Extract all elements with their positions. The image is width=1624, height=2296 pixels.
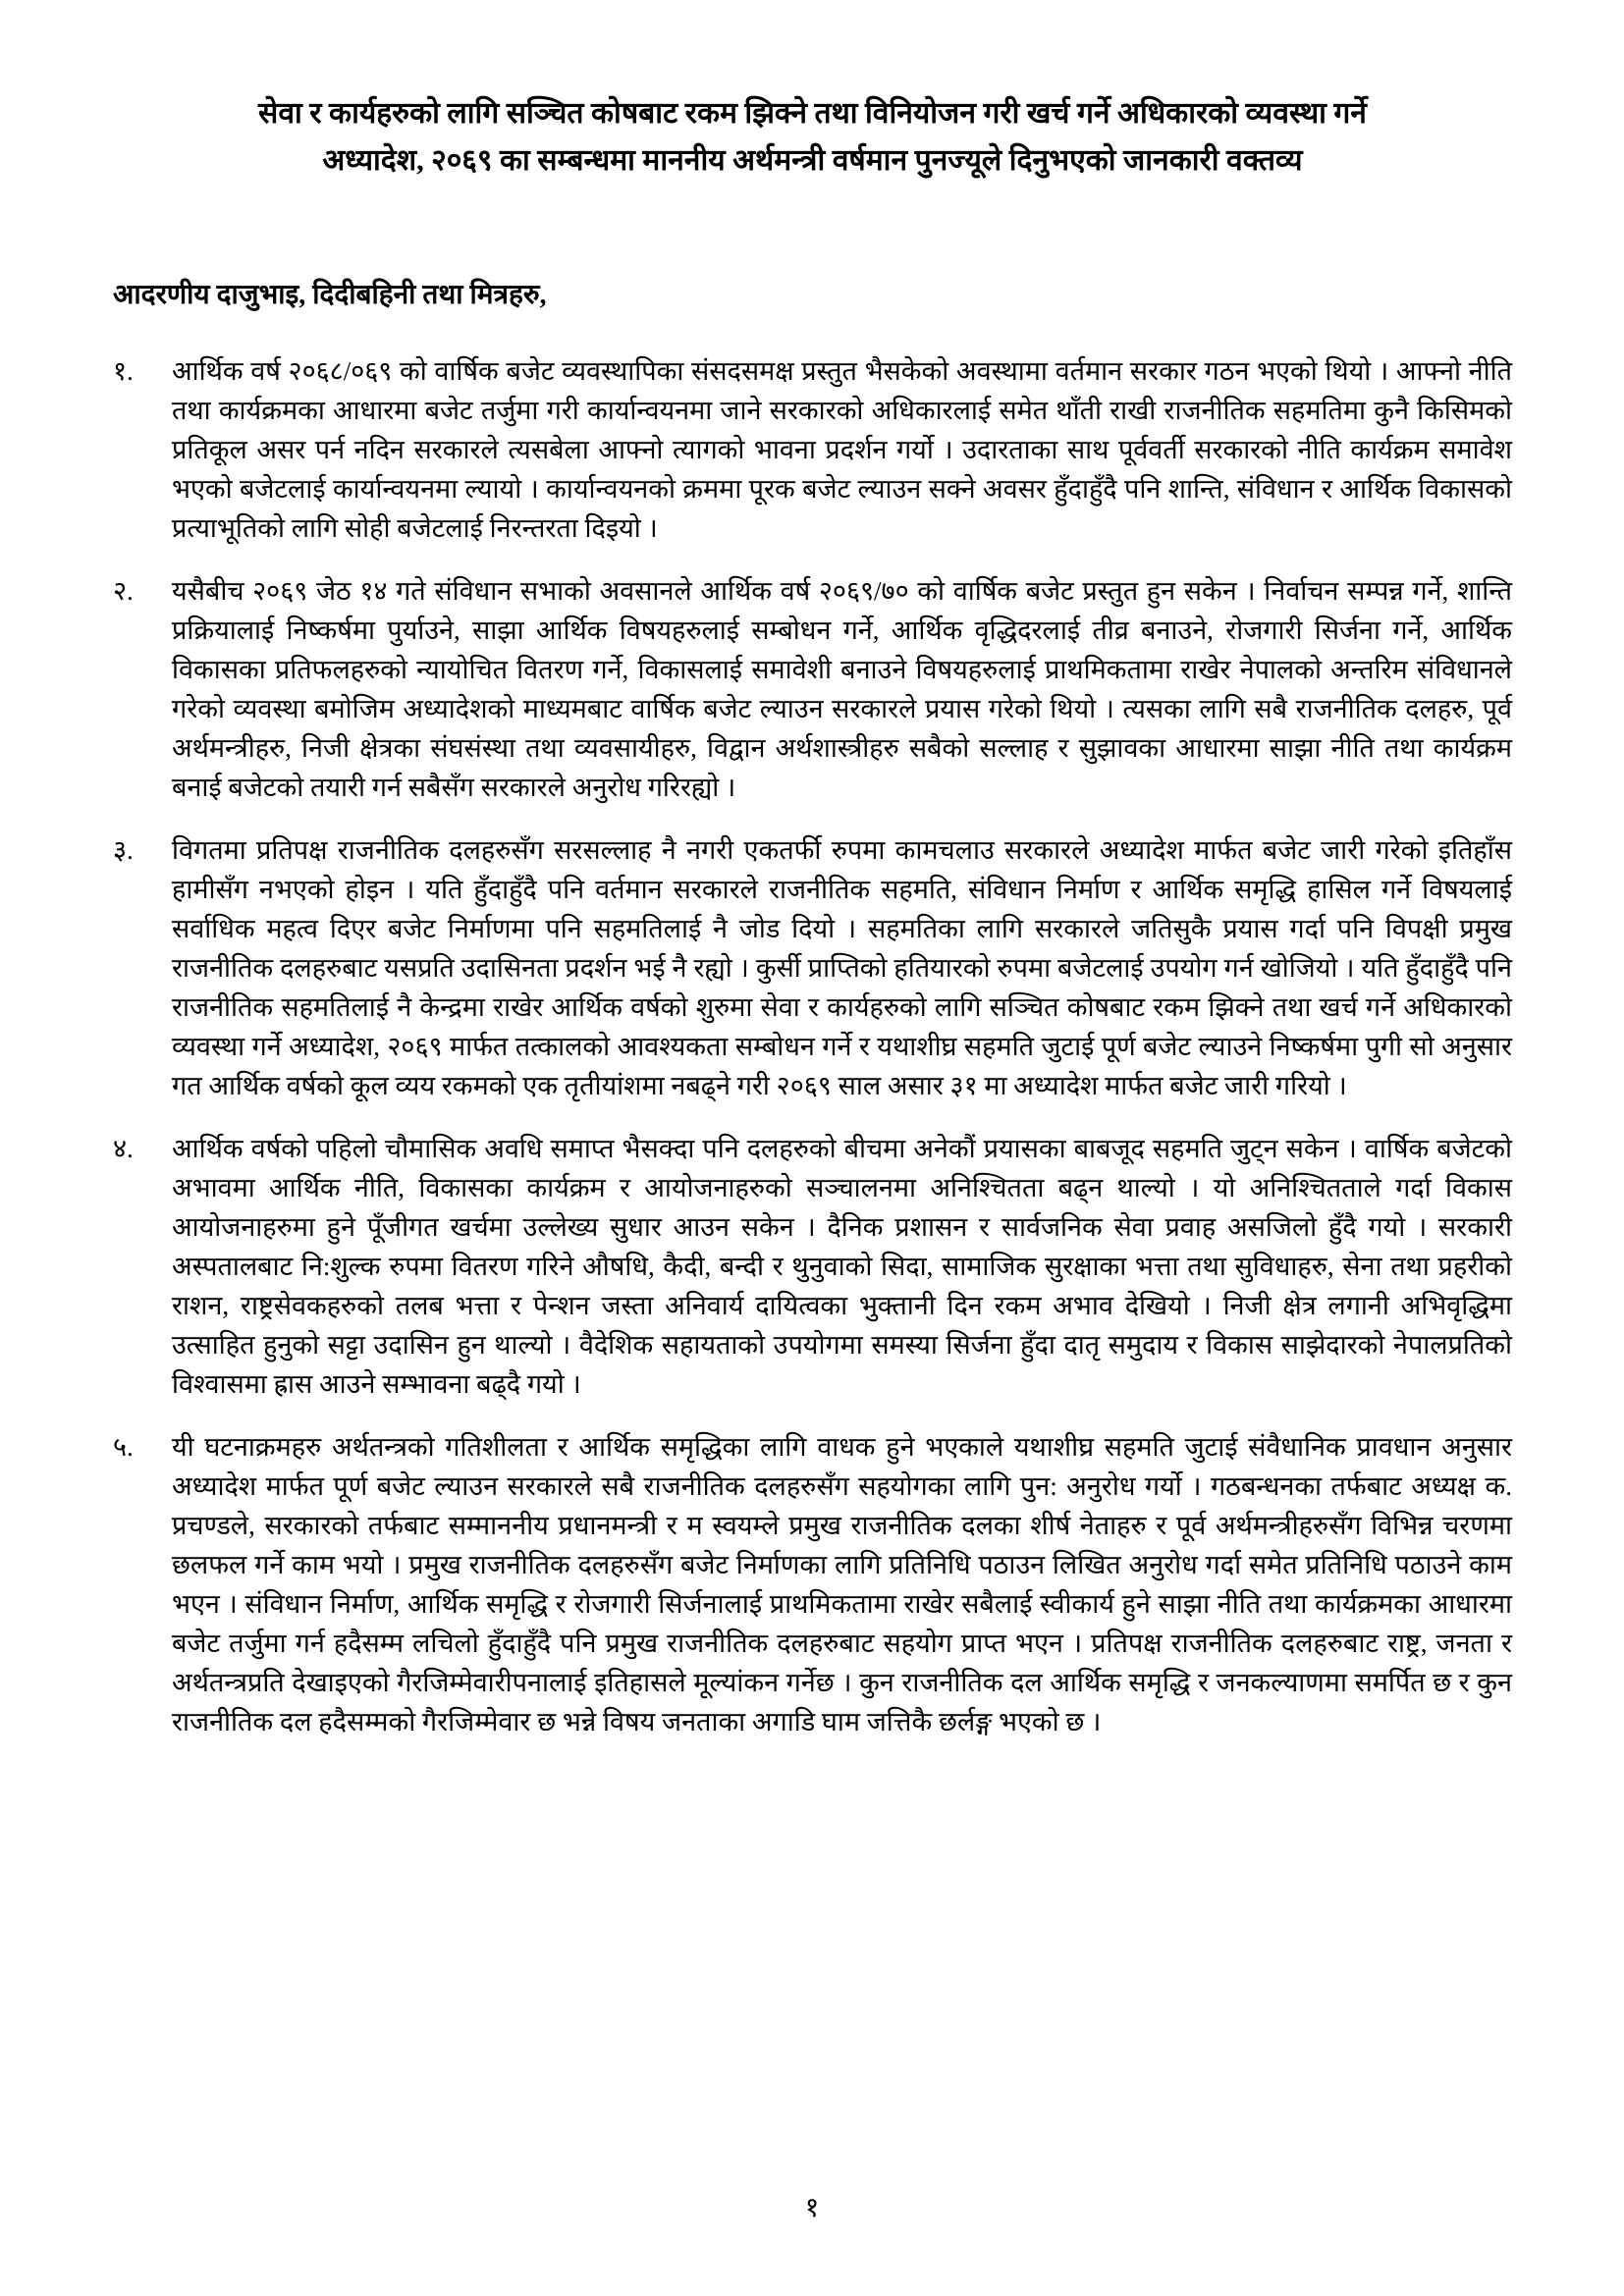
page-number: १ (804, 2193, 820, 2223)
paragraph-2-number: २. (113, 576, 134, 606)
salutation: आदरणीय दाजुभाइ, दिदीबहिनी तथा मित्रहरु, (113, 280, 547, 310)
document-title-line1: सेवा र कार्यहरुको लागि सञ्चित कोषबाट रकम झिक्ने तथा विनियोजन गरी खर्च गर्ने अधिकारको व्यवस्था गर्ने (258, 97, 1367, 130)
document-title (113, 90, 1512, 185)
paragraph-3 (113, 830, 1512, 1105)
paragraph-1-number: १. (113, 356, 134, 386)
paragraph-4-number: ४. (113, 1134, 134, 1163)
paragraph-4 (113, 1129, 1512, 1404)
paragraph-4-text: आर्थिक वर्षको पहिलो चौमासिक अवधि समाप्त भैसक्दा पनि दलहरुको बीचमा अनेकौं प्रयासका बाबजूद सहमति जुट्न सकेन । वार्षिक बजेटको अभावमा आर्थिक नीति, विकासका कार्यक्रम र आयोजनाहरुको सञ्चालनमा अनिश्चितता बढ्न थाल्यो । यो अनिश्चितताले गर्दा विकास आयोजनाहरुमा हुने पूँजीगत खर्चमा उल्लेख्य सुधार आउन सकेन । दैनिक प्रशासन र सार्वजनिक सेवा प्रवाह असजिलो हुँदै गयो । सरकारी अस्पतालबाट नि:शुल्क रुपमा वितरण गरिने औषधि, कैदी, बन्दी र थुनुवाको सिदा, सामाजिक सुरक्षाका भत्ता तथा सुविधाहरु, सेना तथा प्रहरीको राशन, राष्ट्रसेवकहरुको तलब भत्ता र पेन्शन जस्ता अनिवार्य दायित्वका भुक्तानी दिन रकम अभाव देखियो । निजी क्षेत्र लगानी अभिवृद्धिमा उत्साहित हुनुको सट्टा उदासिन हुन थाल्यो । वैदेशिक सहायताको उपयोगमा समस्या सिर्जना हुँदा दातृ समुदाय र विकास साझेदारको नेपालप्रतिको विश्वासमा ह्रास आउने सम्भावना बढ्दै गयो । (172, 1134, 1512, 1399)
document-title-line2: अध्यादेश, २०६९ का सम्बन्धमा माननीय अर्थमन्त्री वर्षमान पुनज्यूले दिनुभएको जानकारी वक्तव्य (322, 144, 1303, 177)
paragraph-1 (113, 351, 1512, 548)
paragraph-list (113, 351, 1512, 1741)
paragraph-2 (113, 571, 1512, 807)
paragraph-5 (113, 1427, 1512, 1741)
paragraph-5-number: ५. (113, 1432, 134, 1462)
paragraph-1-text: आर्थिक वर्ष २०६८/०६९ को वार्षिक बजेट व्यवस्थापिका संसदसमक्ष प्रस्तुत भैसकेको अवस्थामा वर्तमान सरकार गठन भएको थियो । आफ्नो नीति तथा कार्यक्रमका आधारमा बजेट तर्जुमा गरी कार्यान्वयनमा जाने सरकारको अधिकारलाई समेत थाँती राखी राजनीतिक सहमतिमा कुनै किसिमको प्रतिकूल असर पर्न नदिन सरकारले त्यसबेला आफ्नो त्यागको भावना प्रदर्शन गर्यो । उदारताका साथ पूर्ववर्ती सरकारको नीति कार्यक्रम समावेश भएको बजेटलाई कार्यान्वयनमा ल्यायो । कार्यान्वयनको क्रममा पूरक बजेट ल्याउन सक्ने अवसर हुँदाहुँदै पनि शान्ति, संविधान र आर्थिक विकासको प्रत्याभूतिको लागि सोही बजेटलाई निरन्तरता दिइयो । (172, 356, 1512, 543)
paragraph-5-text: यी घटनाक्रमहरु अर्थतन्त्रको गतिशीलता र आर्थिक समृद्धिका लागि वाधक हुने भएकाले यथाशीघ्र सहमति जुटाई संवैधानिक प्रावधान अनुसार अध्यादेश मार्फत पूर्ण बजेट ल्याउन सरकारले सबै राजनीतिक दलहरुसँग सहयोगका लागि पुन: अनुरोध गर्यो । गठबन्धनका तर्फबाट अध्यक्ष क. प्रचण्डले, सरकारको तर्फबाट सम्माननीय प्रधानमन्त्री र म स्वयम्ले प्रमुख राजनीतिक दलका शीर्ष नेताहरु र पूर्व अर्थमन्त्रीहरुसँग विभिन्न चरणमा छलफल गर्ने काम भयो । प्रमुख राजनीतिक दलहरुसँग बजेट निर्माणका लागि प्रतिनिधि पठाउन लिखित अनुरोध गर्दा समेत प्रतिनिधि पठाउने काम भएन । संविधान निर्माण, आर्थिक समृद्धि र रोजगारी सिर्जनालाई प्राथमिकतामा राखेर सबैलाई स्वीकार्य हुने साझा नीति तथा कार्यक्रमका आधारमा बजेट तर्जुमा गर्न हदैसम्म लचिलो हुँदाहुँदै पनि प्रमुख राजनीतिक दलहरुबाट सहयोग प्राप्त भएन । प्रतिपक्ष राजनीतिक दलहरुबाट राष्ट्र, जनता र अर्थतन्त्रप्रति देखाइएको गैरजिम्मेवारीपनालाई इतिहासले मूल्यांकन गर्नेछ । कुन राजनीतिक दल आर्थिक समृद्धि र जनकल्याणमा समर्पित छ र कुन राजनीतिक दल हदैसम्मको गैरजिम्मेवार छ भन्ने विषय जनताका अगाडि घाम जत्तिकै छर्लङ्ग भएको छ । (172, 1432, 1513, 1736)
paragraph-3-number: ३. (113, 835, 134, 865)
paragraph-3-text: विगतमा प्रतिपक्ष राजनीतिक दलहरुसँग सरसल्लाह नै नगरी एकतर्फी रुपमा कामचलाउ सरकारले अध्यादेश मार्फत बजेट जारी गरेको इतिहाँस हामीसँग नभएको होइन । यति हुँदाहुँदै पनि वर्तमान सरकारले राजनीतिक सहमति, संविधान निर्माण र आर्थिक समृद्धि हासिल गर्ने विषयलाई सर्वाधिक महत्व दिएर बजेट निर्माणमा पनि सहमतिलाई नै जोड दियो । सहमतिका लागि सरकारले जतिसुकै प्रयास गर्दा पनि विपक्षी प्रमुख राजनीतिक दलहरुबाट यसप्रति उदासिनता प्रदर्शन भई नै रह्यो । कुर्सी प्राप्तिको हतियारको रुपमा बजेटलाई उपयोग गर्न खोजियो । यति हुँदाहुँदै पनि राजनीतिक सहमतिलाई नै केन्द्रमा राखेर आर्थिक वर्षको शुरुमा सेवा र कार्यहरुको लागि सञ्चित कोषबाट रकम झिक्ने तथा खर्च गर्ने अधिकारको व्यवस्था गर्ने अध्यादेश, २०६९ मार्फत तत्कालको आवश्यकता सम्बोधन गर्ने र यथाशीघ्र सहमति जुटाई पूर्ण बजेट ल्याउने निष्कर्षमा पुगी सो अनुसार गत आर्थिक वर्षको कूल व्यय रकमको एक तृतीयांशमा नबढ्ने गरी २०६९ साल असार ३१ मा अध्यादेश मार्फत बजेट जारी गरियो । (172, 835, 1512, 1100)
paragraph-2-text: यसैबीच २०६९ जेठ १४ गते संविधान सभाको अवसानले आर्थिक वर्ष २०६९/७० को वार्षिक बजेट प्रस्तुत हुन सकेन । निर्वाचन सम्पन्न गर्ने, शान्ति प्रक्रियालाई निष्कर्षमा पुर्याउने, साझा आर्थिक विषयहरुलाई सम्बोधन गर्ने, आर्थिक वृद्धिदरलाई तीव्र बनाउने, रोजगारी सिर्जना गर्ने, आर्थिक विकासका प्रतिफलहरुको न्यायोचित वितरण गर्ने, विकासलाई समावेशी बनाउने विषयहरुलाई प्राथमिकतामा राखेर नेपालको अन्तरिम संविधानले गरेको व्यवस्था बमोजिम अध्यादेशको माध्यमबाट वार्षिक बजेट ल्याउन सरकारले प्रयास गरेको थियो । त्यसका लागि सबै राजनीतिक दलहरु, पूर्व अर्थमन्त्रीहरु, निजी क्षेत्रका संघसंस्था तथा व्यवसायीहरु, विद्वान अर्थशास्त्रीहरु सबैको सल्लाह र सुझावका आधारमा साझा नीति तथा कार्यक्रम बनाई बजेटको तयारी गर्न सबैसँग सरकारले अनुरोध गरिरह्यो । (172, 576, 1512, 802)
